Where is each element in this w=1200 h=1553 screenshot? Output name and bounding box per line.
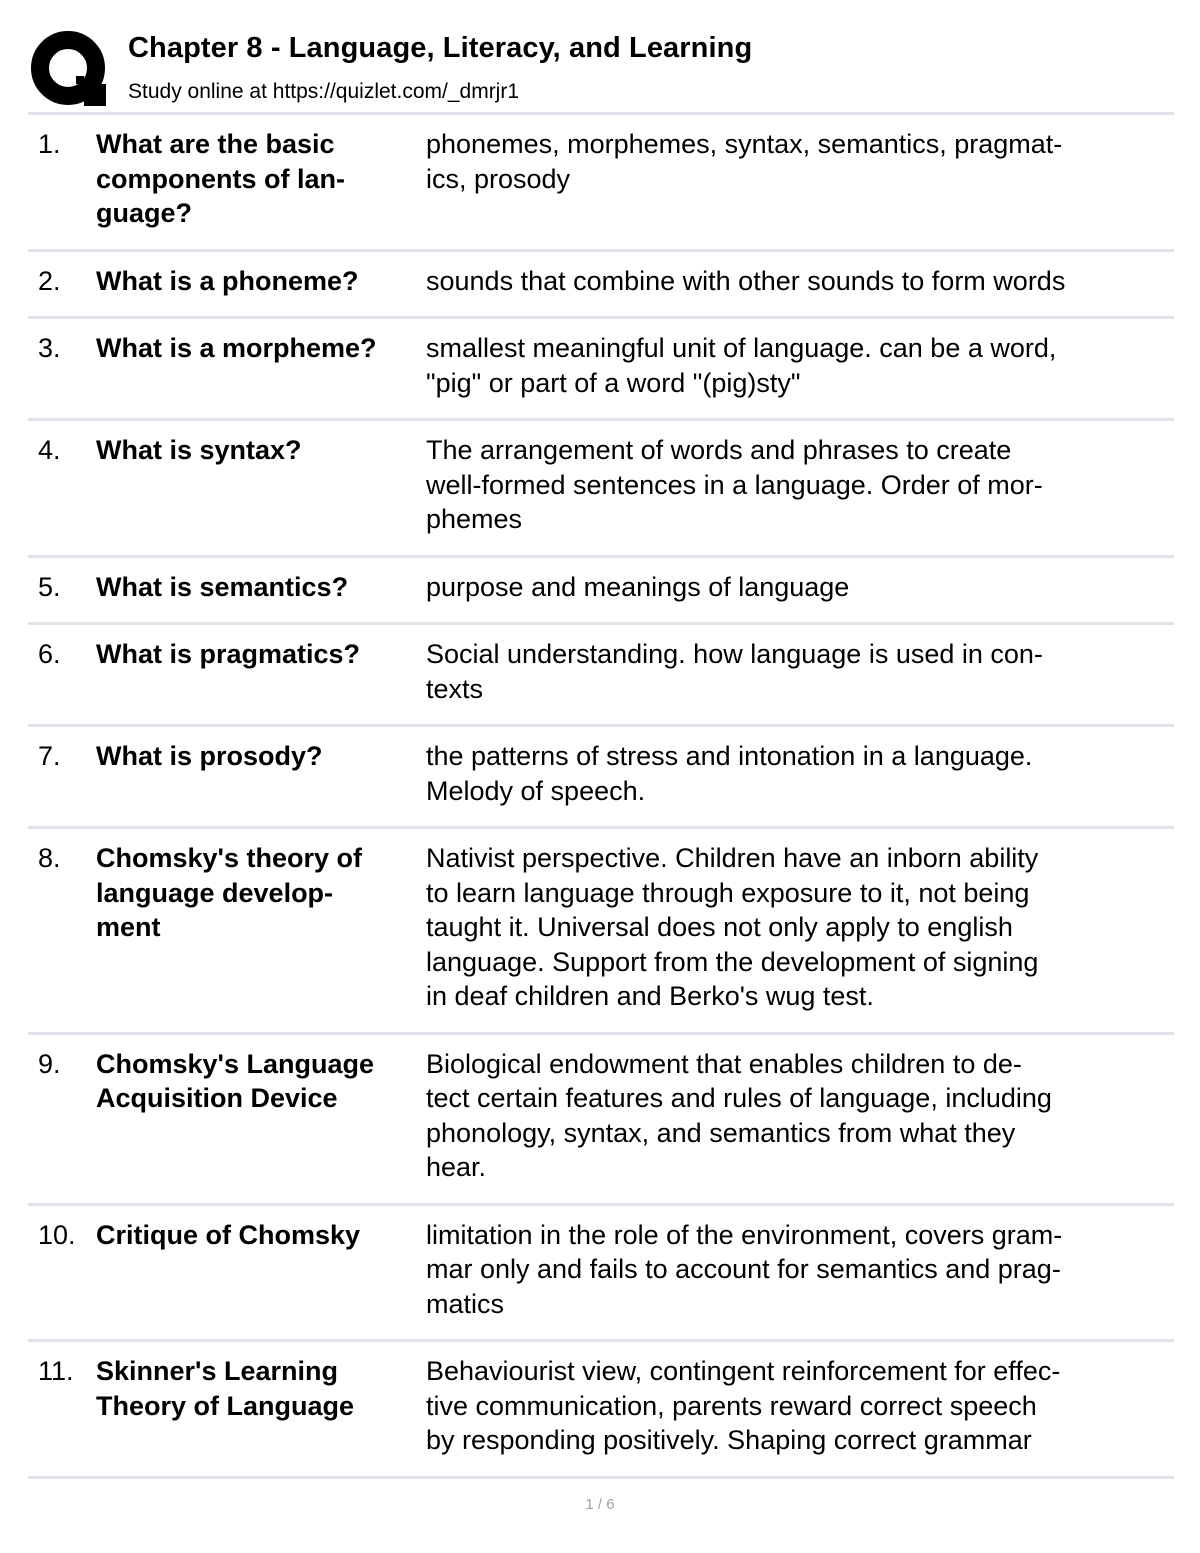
card-number: 1.: [38, 129, 61, 159]
card-term: [96, 739, 426, 808]
card-term-line: Critique of Chomsky: [96, 1219, 361, 1250]
card-definition: [426, 637, 1174, 706]
card-term-line: What is a morpheme?: [96, 333, 377, 363]
card-number: 9.: [38, 1048, 61, 1079]
card-term-line: Chomsky's theory of: [96, 843, 362, 873]
card-term: [96, 264, 426, 299]
card-definition-line: "pig" or part of a word "(pig)sty": [426, 367, 801, 398]
flashcard-row: [28, 319, 1174, 421]
card-number: 3.: [38, 333, 61, 363]
card-definition-line: phemes: [426, 504, 523, 534]
card-term: [96, 127, 426, 231]
card-term-line: What is syntax?: [96, 435, 302, 465]
card-term: [96, 1218, 426, 1322]
card-definition-line: texts: [426, 673, 484, 704]
card-number: 4.: [38, 435, 61, 465]
flashcard-row: [28, 115, 1174, 252]
card-definition-line: Social understanding. how language is used in con-: [426, 639, 1043, 669]
flashcard-row: [28, 1035, 1174, 1206]
card-term: [96, 1047, 426, 1185]
card-term-line: What is semantics?: [96, 571, 349, 602]
card-term: [96, 1354, 426, 1458]
flashcard-row: [28, 625, 1174, 727]
card-term-line: Theory of Language: [96, 1390, 355, 1421]
card-term-line: Skinner's Learning: [96, 1356, 338, 1386]
card-term-line: Chomsky's Language: [96, 1048, 374, 1079]
card-definition-line: Biological endowment that enables children to de-: [426, 1048, 1022, 1079]
card-definition-line: purpose and meanings of language: [426, 571, 850, 602]
page-header: [30, 30, 1172, 110]
card-term-line: guage?: [96, 198, 193, 228]
card-term-line: What is prosody?: [96, 741, 323, 771]
card-definition-line: to learn language through exposure to it, not being: [426, 877, 1030, 908]
card-definition-line: tect certain features and rules of language, including: [426, 1083, 1052, 1113]
card-definition-line: Behaviourist view, contingent reinforcement for effec-: [426, 1356, 1061, 1386]
card-term-line: language develop-: [96, 877, 334, 908]
card-definition-line: hear.: [426, 1152, 487, 1182]
card-definition: [426, 264, 1174, 299]
card-definition-line: tive communication, parents reward correct speech: [426, 1390, 1037, 1421]
card-term: [96, 637, 426, 706]
card-term-line: Acquisition Device: [96, 1083, 338, 1113]
card-term-line: What is pragmatics?: [96, 639, 361, 669]
card-definition-line: matics: [426, 1288, 505, 1319]
flashcard-list: [28, 112, 1174, 1479]
card-definition: [426, 1218, 1174, 1322]
card-definition-line: mar only and fails to account for semantics and prag-: [426, 1254, 1061, 1284]
card-number: 11.: [38, 1356, 74, 1386]
card-definition: [426, 1047, 1174, 1185]
card-definition-line: in deaf children and Berko's wug test.: [426, 981, 874, 1011]
card-definition: [426, 433, 1174, 537]
card-number: 6.: [38, 639, 61, 669]
flashcard-row: [28, 727, 1174, 829]
card-definition-line: smallest meaningful unit of language. can be a word,: [426, 333, 1057, 363]
flashcard-row: [28, 421, 1174, 558]
card-definition-line: language. Support from the development of signing: [426, 946, 1039, 977]
card-definition-line: sounds that combine with other sounds to form words: [426, 265, 1066, 296]
card-term-line: components of lan-: [96, 163, 345, 194]
card-number: 7.: [38, 741, 61, 771]
card-definition-line: by responding positively. Shaping correct grammar: [426, 1425, 1032, 1455]
card-term: [96, 331, 426, 400]
card-definition: [426, 331, 1174, 400]
card-number: 10.: [38, 1219, 76, 1250]
card-definition: [426, 570, 1174, 605]
card-term-line: ment: [96, 912, 161, 942]
flashcard-row: [28, 1206, 1174, 1343]
card-definition-line: ics, prosody: [426, 163, 571, 194]
card-term: [96, 433, 426, 537]
card-definition: [426, 841, 1174, 1014]
card-definition-line: phonemes, morphemes, syntax, semantics, pragmat-: [426, 129, 1063, 159]
card-definition: [426, 1354, 1174, 1458]
flashcard-row: [28, 558, 1174, 626]
flashcard-row: [28, 252, 1174, 320]
card-term: [96, 841, 426, 1014]
page-number: 1 / 6: [585, 1496, 615, 1513]
card-definition-line: Melody of speech.: [426, 775, 646, 806]
card-number: 2.: [38, 265, 61, 296]
flashcard-row: [28, 829, 1174, 1035]
document-title: Chapter 8 - Language, Literacy, and Learning: [128, 32, 753, 64]
card-definition-line: The arrangement of words and phrases to create: [426, 435, 1012, 465]
card-term-line: What are the basic: [96, 129, 335, 159]
card-definition-line: limitation in the role of the environment, covers gram-: [426, 1219, 1063, 1250]
card-term: [96, 570, 426, 605]
card-definition-line: Nativist perspective. Children have an inborn ability: [426, 843, 1039, 873]
flashcard-row: [28, 1342, 1174, 1479]
card-definition-line: well-formed sentences in a language. Order of mor-: [426, 469, 1043, 500]
card-term-line: What is a phoneme?: [96, 265, 359, 296]
card-number: 5.: [38, 571, 61, 602]
quizlet-q-logo-icon: [30, 30, 106, 106]
card-definition-line: phonology, syntax, and semantics from what they: [426, 1117, 1016, 1148]
card-definition: [426, 127, 1174, 231]
card-definition-line: the patterns of stress and intonation in a language.: [426, 741, 1033, 771]
card-definition-line: taught it. Universal does not only apply to english: [426, 912, 1013, 942]
card-number: 8.: [38, 843, 61, 873]
study-online-link[interactable]: Study online at https://quizlet.com/_dmrjr1: [128, 80, 520, 103]
card-definition: [426, 739, 1174, 808]
